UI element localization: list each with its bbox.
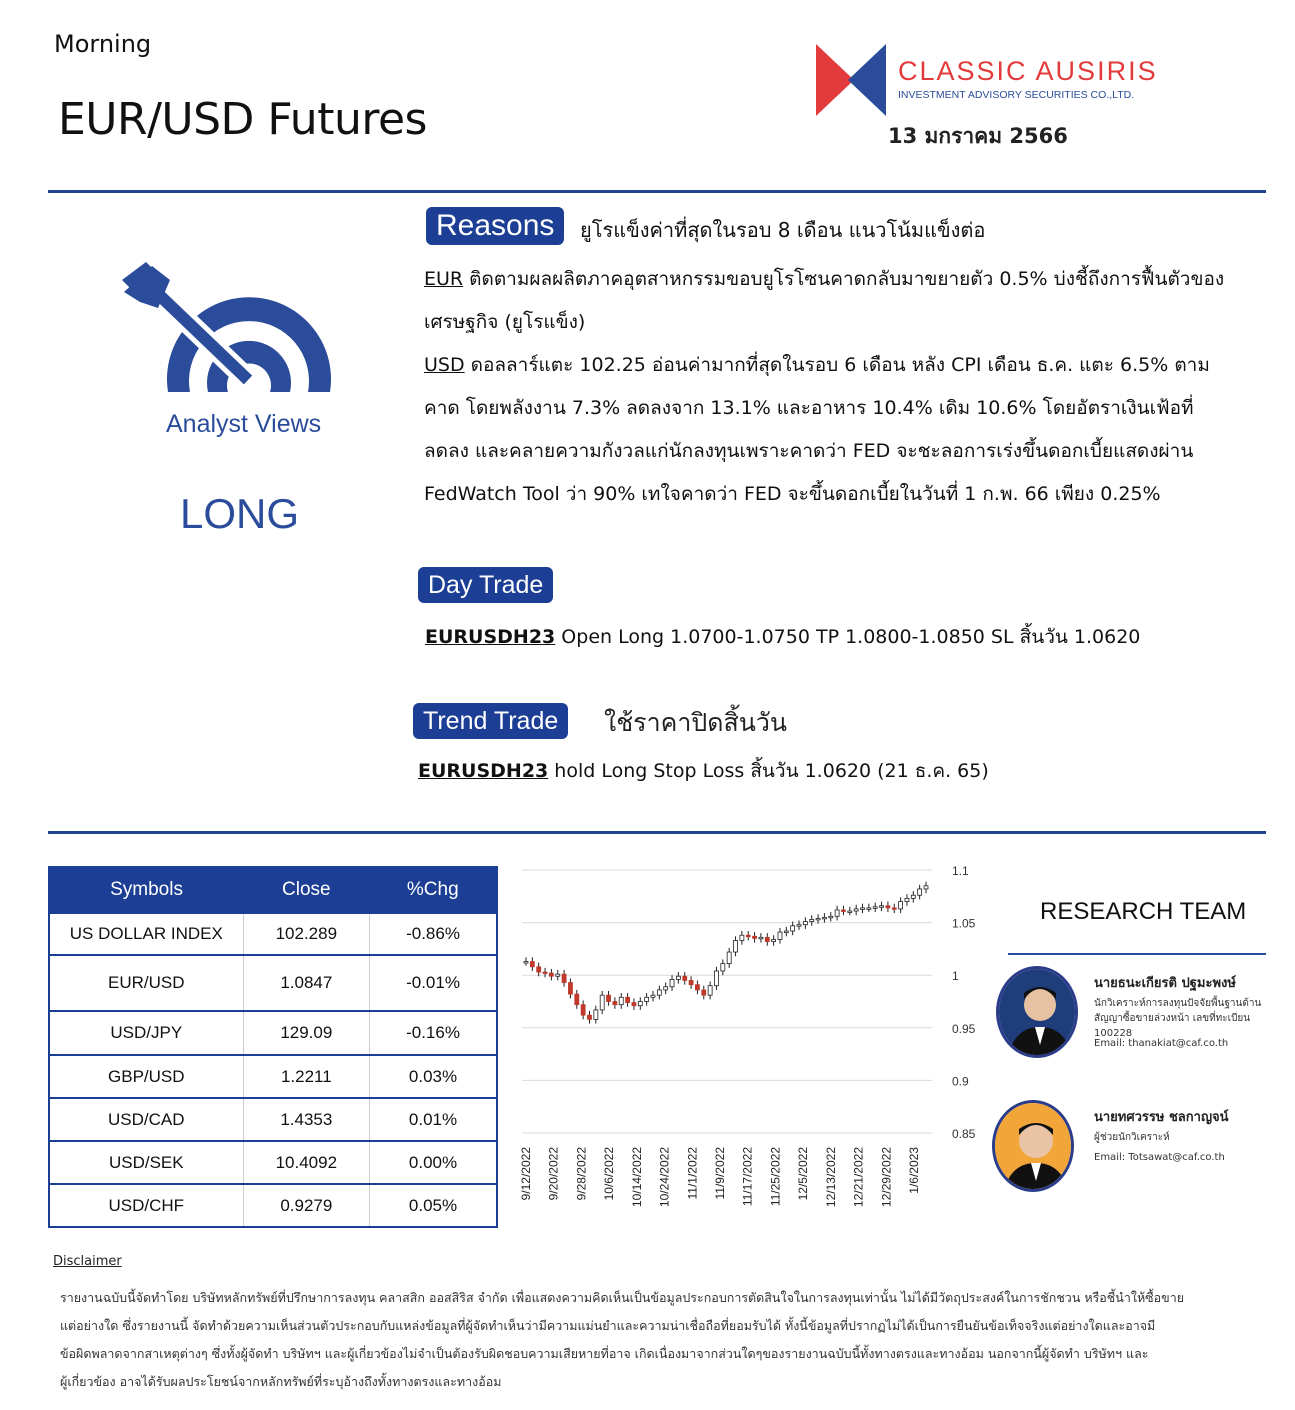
table-row <box>49 955 497 1011</box>
table-row <box>49 913 497 955</box>
change-cell: -0.01% <box>370 955 497 1011</box>
candle-body <box>892 908 896 910</box>
analyst-2-name: นายทศวรรษ ชลกาญจน์ <box>1094 1110 1229 1125</box>
candle-body <box>575 994 579 1005</box>
x-tick-label: 11/1/2022 <box>685 1147 700 1200</box>
disclaimer-line-4: ผู้เกี่ยวข้อง อาจได้รับผลประโยชน์จากหลักทรัพย์ที่ระบุอ้างถึงทั้งทางตรงและทางอ้อม <box>60 1374 502 1389</box>
disclaimer-line-1: รายงานฉบับนี้จัดทำโดย บริษัทหลักทรัพย์ที่ปรึกษาการลงทุน คลาสสิก ออสสิริส จำกัด เพื่อแสดงความคิดเห็นเป็นข้อมูลประกอบการตัดสินใจในการลงทุนเท่านั้น ไม่ได้มีวัตถุประสงค์ในการชักชวน หรือชี้นำให้ซื้อขาย <box>60 1290 1185 1305</box>
close-cell: 0.9279 <box>243 1184 369 1227</box>
candle-body <box>772 939 776 941</box>
eur-text-2: เศรษฐกิจ (ยูโรแข็ง) <box>424 311 586 333</box>
x-tick-label: 12/29/2022 <box>879 1147 894 1208</box>
trend-trade-headline: ใช้ราคาปิดสิ้นวัน <box>604 708 787 737</box>
middle-divider <box>48 831 1266 834</box>
close-cell: 1.0847 <box>243 955 369 1011</box>
candle-body <box>829 916 833 918</box>
report-date: 13 มกราคม 2566 <box>888 124 1068 148</box>
table-row <box>49 1141 497 1184</box>
candle-body <box>854 909 858 911</box>
candle-body <box>645 997 649 1001</box>
symbol-cell: USD/SEK <box>49 1141 243 1184</box>
analyst-2-avatar <box>992 1100 1074 1192</box>
candle-body <box>880 906 884 908</box>
y-tick-label: 1.05 <box>952 916 976 931</box>
candle-body <box>664 987 668 990</box>
trend-trade-line <box>418 756 989 786</box>
reasons-headline: ยูโรแข็งค่าที่สุดในรอบ 8 เดือน แนวโน้มแข็งต่อ <box>580 218 986 242</box>
candle-body <box>765 937 769 941</box>
symbol-cell: USD/CAD <box>49 1098 243 1141</box>
x-tick-label: 9/20/2022 <box>546 1147 561 1201</box>
change-cell: 0.03% <box>370 1055 497 1098</box>
candle-body <box>848 911 852 913</box>
close-cell: 1.4353 <box>243 1098 369 1141</box>
candle-body <box>524 962 528 964</box>
candle-body <box>619 997 623 1004</box>
change-cell: 0.05% <box>370 1184 497 1227</box>
candle-body <box>810 919 814 921</box>
symbol-cell: USD/JPY <box>49 1011 243 1055</box>
x-tick-label: 11/25/2022 <box>768 1147 783 1207</box>
candle-body <box>727 952 731 964</box>
candle-body <box>816 918 820 920</box>
day-trade-text: Open Long 1.0700-1.0750 TP 1.0800-1.0850 SL สิ้นวัน 1.0620 <box>555 626 1141 648</box>
candle-body <box>568 983 572 995</box>
target-arrow-icon <box>118 262 338 402</box>
company-subtitle: INVESTMENT ADVISORY SECURITIES CO.,LTD. <box>898 89 1135 101</box>
top-divider <box>48 190 1266 193</box>
change-cell: 0.00% <box>370 1141 497 1184</box>
candle-body <box>607 995 611 1001</box>
reasons-tag: Reasons <box>426 207 564 245</box>
candle-body <box>562 974 566 982</box>
candle-body <box>797 925 801 927</box>
y-tick-label: 1 <box>952 969 959 984</box>
candle-body <box>899 902 903 909</box>
candle-body <box>676 976 680 979</box>
usd-text-4: FedWatch Tool ว่า 90% เทใจคาดว่า FED จะขึ้นดอกเบี้ยในวันที่ 1 ก.พ. 66 เพียง 0.25% <box>424 483 1161 505</box>
eur-text-1: ติดตามผลผลิตภาคอุตสาหกรรมขอบยูโรโซนคาดกลับมาขยายตัว 0.5% บ่งชี้ถึงการฟื้นตัวของ <box>463 268 1225 290</box>
column-header-symbols: Symbols <box>49 867 243 913</box>
change-cell: 0.01% <box>370 1098 497 1141</box>
candle-body <box>905 898 909 901</box>
person-icon <box>999 969 1078 1058</box>
trend-trade-symbol: EURUSDH23 <box>418 760 549 782</box>
x-tick-label: 11/17/2022 <box>740 1147 755 1207</box>
company-logo-icon <box>816 44 886 116</box>
analyst-2-email: Email: Totsawat@caf.co.th <box>1094 1152 1225 1163</box>
candle-body <box>708 986 712 995</box>
candle-body <box>689 980 693 984</box>
candle-body <box>886 906 890 908</box>
candle-body <box>613 1002 617 1005</box>
table-row <box>49 1011 497 1055</box>
analyst-2-role: ผู้ช่วยนักวิเคราะห์ <box>1094 1132 1170 1143</box>
table-header-row <box>49 867 497 913</box>
close-cell: 10.4092 <box>243 1141 369 1184</box>
candle-body <box>911 895 915 898</box>
candle-body <box>867 908 871 910</box>
research-divider <box>1008 953 1266 955</box>
research-team-title: RESEARCH TEAM <box>1040 898 1247 925</box>
candle-body <box>784 931 788 933</box>
close-cell: 1.2211 <box>243 1055 369 1098</box>
usd-line-1 <box>424 344 1284 387</box>
y-tick-label: 0.95 <box>952 1021 976 1036</box>
candle-body <box>600 995 604 1010</box>
x-tick-label: 12/13/2022 <box>823 1147 838 1208</box>
candle-body <box>594 1010 598 1019</box>
candle-body <box>581 1005 585 1016</box>
eur-line-1 <box>424 258 1284 301</box>
x-tick-label: 9/28/2022 <box>574 1147 589 1201</box>
day-trade-symbol: EURUSDH23 <box>425 626 556 648</box>
candle-body <box>702 990 706 995</box>
x-tick-label: 12/21/2022 <box>851 1147 866 1208</box>
day-trade-tag: Day Trade <box>418 567 553 603</box>
stance-label: LONG <box>180 490 300 537</box>
close-cell: 102.289 <box>243 913 369 955</box>
quotes-table <box>48 866 498 1228</box>
change-cell: -0.86% <box>370 913 497 955</box>
candle-body <box>714 971 718 986</box>
disclaimer-line-3: ข้อผิดพลาดจากสาเหตุต่างๆ ซึ่งทั้งผู้จัดทำ บริษัทฯ และผู้เกี่ยวข้องไม่จำเป็นต้องรับผิดชอบความเสียหายที่อาจ เกิดเนื่องมาจากส่วนใดๆของรายงานฉบับนี้ทั้งทางตรงและทางอ้อม นอกจากนี้ผู้จัดทำ บริษัทฯ และ <box>60 1346 1149 1361</box>
analyst-1-email: Email: thanakiat@caf.co.th <box>1094 1038 1229 1049</box>
candle-body <box>753 936 757 938</box>
eur-label: EUR <box>424 268 464 290</box>
symbol-cell: US DOLLAR INDEX <box>49 913 243 955</box>
candle-body <box>873 907 877 909</box>
analyst-1-name: นายธนะเกียรติ ปฐมะพงษ์ <box>1094 976 1236 991</box>
x-tick-label: 10/24/2022 <box>657 1147 672 1208</box>
candle-body <box>791 926 795 931</box>
candle-body <box>530 962 534 967</box>
candle-body <box>537 967 541 972</box>
candle-body <box>543 972 547 974</box>
candle-body <box>841 910 845 912</box>
analyst-1-avatar <box>996 966 1078 1058</box>
candle-body <box>734 940 738 952</box>
candle-body <box>670 979 674 986</box>
analyst-1-role: นักวิเคราะห์การลงทุนปัจจัยพื้นฐานด้านสัญญาซื้อขายล่วงหน้า เลขที่ทะเบียน 100228 <box>1094 998 1262 1039</box>
candle-body <box>556 974 560 976</box>
x-tick-label: 10/14/2022 <box>629 1147 644 1208</box>
candle-body <box>803 922 807 925</box>
table-row <box>49 1055 497 1098</box>
candle-body <box>778 932 782 939</box>
candle-body <box>549 973 553 976</box>
x-tick-label: 11/9/2022 <box>713 1147 727 1200</box>
candle-body <box>759 937 763 939</box>
candle-body <box>924 886 928 889</box>
x-tick-label: 9/12/2022 <box>519 1147 533 1201</box>
trend-trade-tag: Trend Trade <box>413 703 568 739</box>
candle-body <box>695 985 699 990</box>
disclaimer-line-2: แต่อย่างใด ซึ่งรายงานนี้ จัดทำด้วยความเห็นส่วนตัวประกอบกับแหล่งข้อมูลที่ผู้จัดทำเห็นว่ามีความแม่นยำและความน่าเชื่อถือที่ยอมรับได้ ทั้งนี้ข้อมูลที่ปรากฏไม่ได้เป็นการยืนยันข้อเท็จจริงแต่อย่างใดและอาจมี <box>60 1318 1156 1333</box>
y-tick-label: 1.1 <box>952 864 969 878</box>
session-label: Morning <box>54 30 152 58</box>
day-trade-line <box>425 622 1140 652</box>
candle-body <box>918 889 922 895</box>
candle-body <box>746 935 750 937</box>
close-cell: 129.09 <box>243 1011 369 1055</box>
company-name: CLASSIC AUSIRIS <box>898 56 1158 86</box>
candle-body <box>835 910 839 916</box>
table-row <box>49 1184 497 1227</box>
candle-body <box>861 908 865 910</box>
candle-body <box>721 964 725 971</box>
change-cell: -0.16% <box>370 1011 497 1055</box>
candle-body <box>651 995 655 997</box>
symbol-cell: USD/CHF <box>49 1184 243 1227</box>
page-title: EUR/USD Futures <box>58 94 427 145</box>
price-chart <box>506 856 986 1226</box>
candle-body <box>587 1015 591 1019</box>
analyst-views-label: Analyst Views <box>166 410 322 438</box>
candle-body <box>626 997 630 1002</box>
usd-label: USD <box>424 354 465 376</box>
column-header-close: Close <box>243 867 369 913</box>
y-tick-label: 0.9 <box>952 1074 969 1089</box>
disclaimer-title: Disclaimer <box>53 1254 122 1269</box>
candle-body <box>657 990 661 995</box>
trend-trade-text: hold Long Stop Loss สิ้นวัน 1.0620 (21 ธ.ค. 65) <box>548 760 989 782</box>
table-row <box>49 1098 497 1141</box>
x-tick-label: 12/5/2022 <box>796 1147 811 1201</box>
symbol-cell: GBP/USD <box>49 1055 243 1098</box>
symbol-cell: EUR/USD <box>49 955 243 1011</box>
candle-body <box>822 917 826 919</box>
candle-body <box>638 1002 642 1006</box>
x-tick-label: 10/6/2022 <box>602 1147 617 1201</box>
candle-body <box>683 976 687 980</box>
candle-body <box>740 935 744 940</box>
person-icon <box>995 1103 1074 1192</box>
candle-body <box>632 1003 636 1006</box>
y-tick-label: 0.85 <box>952 1127 976 1141</box>
usd-text-1: ดอลลาร์แตะ 102.25 อ่อนค่ามากที่สุดในรอบ 6 เดือน หลัง CPI เดือน ธ.ค. แตะ 6.5% ตาม <box>464 354 1210 376</box>
usd-text-3: ลดลง และคลายความกังวลแก่นักลงทุนเพราะคาดว่า FED จะชะลอการเร่งขึ้นดอกเบี้ยแสดงผ่าน <box>424 440 1194 462</box>
column-header-chg: %Chg <box>370 867 497 913</box>
usd-text-2: คาด โดยพลังงาน 7.3% ลดลงจาก 13.1% และอาหาร 10.4% เดิม 10.6% โดยอัตราเงินเฟ้อที่ <box>424 397 1194 419</box>
x-tick-label: 1/6/2023 <box>907 1147 921 1194</box>
